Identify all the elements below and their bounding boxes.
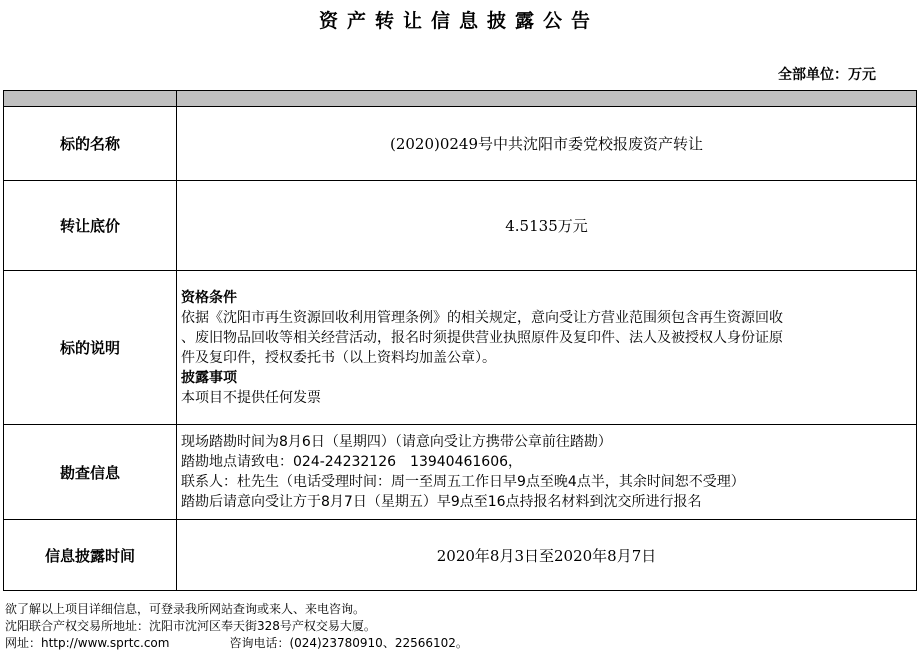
row-label-name: 标的名称: [4, 107, 177, 181]
phone-number: 咨询电话：(024)23780910、22566102。: [229, 636, 468, 650]
description-line: 件及复印件，授权委托书（以上资料均加盖公章）。: [181, 349, 496, 366]
footer: [5, 601, 468, 652]
footer-contact-row: [5, 635, 468, 652]
row-label-survey: 勘查信息: [4, 425, 177, 520]
row-value-description: [177, 271, 917, 425]
website-link[interactable]: 网址：http://www.sprtc.com: [5, 636, 170, 650]
row-value-name: (2020)0249号中共沈阳市委党校报废资产转让: [177, 107, 917, 181]
row-label-price: 转让底价: [4, 181, 177, 271]
page-title: 资产转让信息披露公告: [318, 10, 599, 32]
table-header-row: [4, 91, 917, 107]
footer-address-line: 沈阳联合产权交易所地址：沈阳市沈河区奉天街328号产权交易大厦。: [5, 619, 376, 633]
survey-line: 联系人：杜先生（电话受理时间：周一至周五工作日早9点至晚4点半，其余时间恕不受理）: [181, 474, 745, 490]
disclosure-table: [3, 90, 917, 591]
row-value-price: 4.5135万元: [177, 181, 917, 271]
table-row: [4, 520, 917, 591]
unit-note: 全部单位：万元: [778, 67, 876, 83]
row-label-description: 标的说明: [4, 271, 177, 425]
table-row: [4, 271, 917, 425]
qualification-heading: 资格条件: [181, 289, 237, 306]
survey-line: 踏勘后请意向受让方于8月7日（星期五）早9点至16点持报名材料到沈交所进行报名: [181, 494, 702, 510]
survey-line: 踏勘地点请致电：024-24232126 13940461606，: [181, 454, 523, 470]
description-line: 本项目不提供任何发票: [181, 389, 321, 406]
footer-info-line: 欲了解以上项目详细信息，可登录我所网站查询或来人、来电咨询。: [5, 602, 366, 616]
header-cell-left: [4, 91, 177, 107]
table-row: [4, 107, 917, 181]
table-row: [4, 425, 917, 520]
survey-line: 现场踏勘时间为8月6日（星期四）（请意向受让方携带公章前往踏勘）: [181, 434, 612, 450]
description-line: 依据《沈阳市再生资源回收利用管理条例》的相关规定，意向受让方营业范围须包含再生资源回收: [181, 309, 783, 326]
table-row: [4, 181, 917, 271]
disclosure-heading: 披露事项: [181, 369, 237, 386]
description-line: 、废旧物品回收等相关经营活动，报名时须提供营业执照原件及复印件、法人及被授权人身份证原: [181, 329, 783, 346]
row-value-survey: [177, 425, 917, 520]
row-label-disclosure-time: 信息披露时间: [4, 520, 177, 591]
header-cell-right: [177, 91, 917, 107]
row-value-disclosure-time: 2020年8月3日至2020年8月7日: [177, 520, 917, 591]
